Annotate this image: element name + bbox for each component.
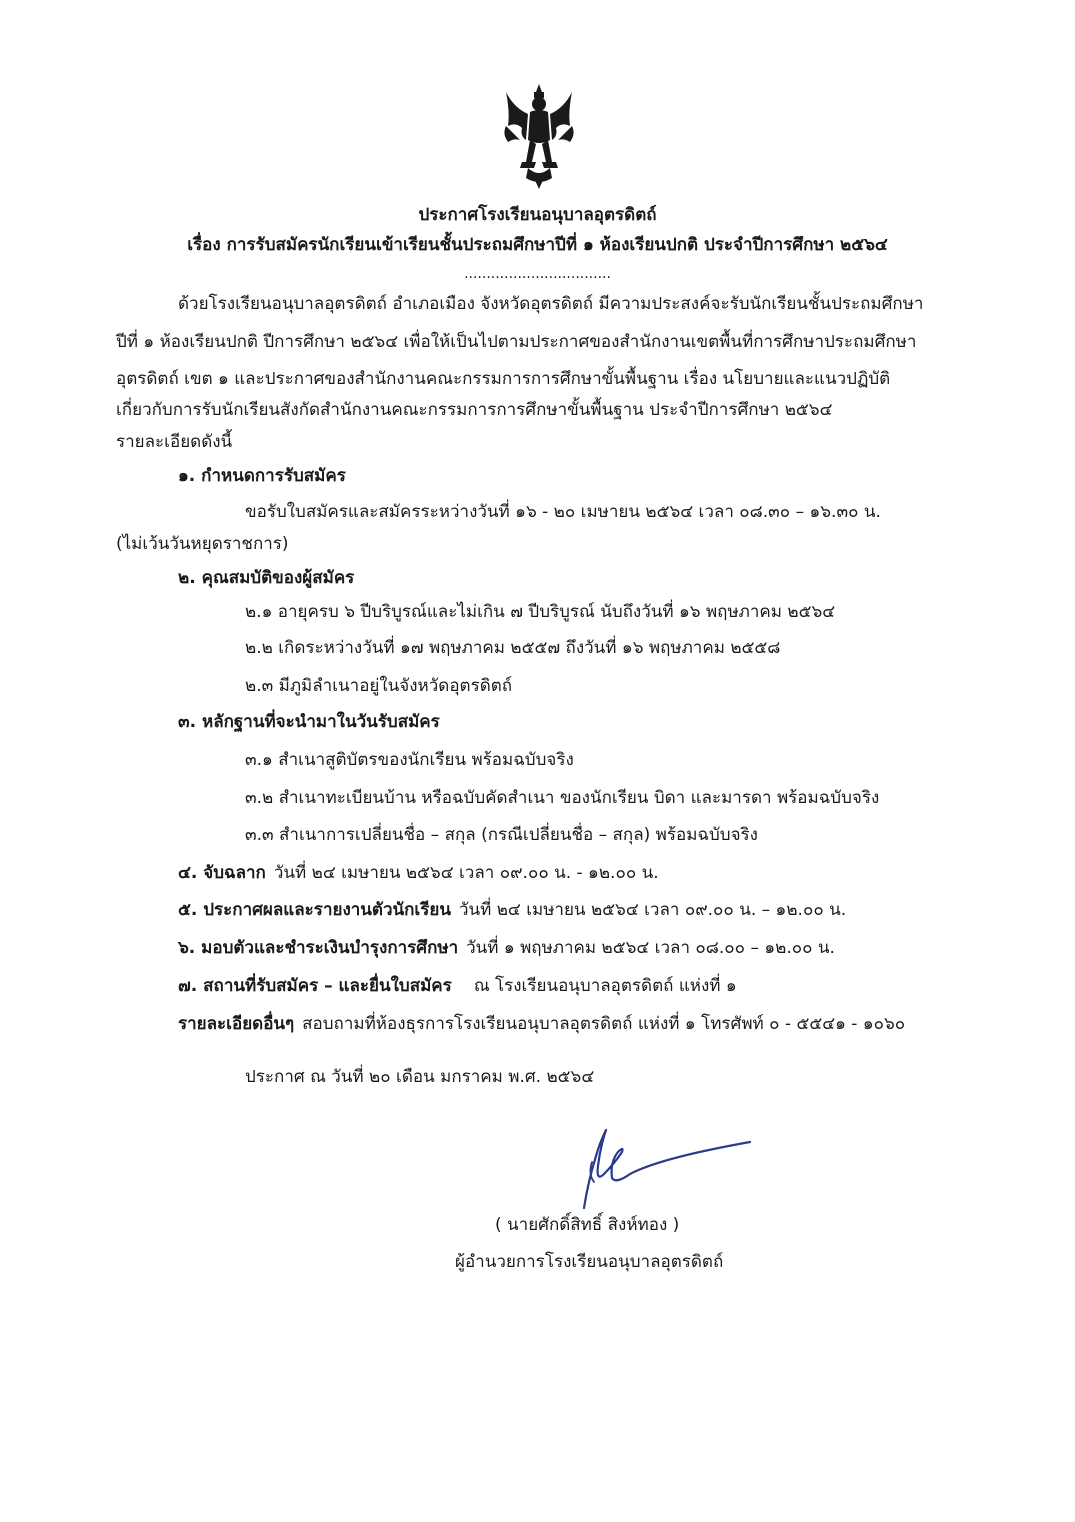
section-5-row	[178, 898, 846, 922]
signature-image	[570, 1122, 755, 1212]
intro-line-4: เกี่ยวกับการรับนักเรียนสังกัดสำนักงานคณะกรรมการการศึกษาขั้นพื้นฐาน ประจำปีการศึกษา ๒๕๖๔	[116, 400, 833, 420]
section-5-text: วันที่ ๒๔ เมษายน ๒๕๖๔ เวลา ๐๙.๐๐ น. – ๑๒.๐๐ น.	[458, 900, 847, 920]
section-2-item: ๒.๑ อายุครบ ๖ ปีบริบูรณ์และไม่เกิน ๗ ปีบริบูรณ์ นับถึงวันที่ ๑๖ พฤษภาคม ๒๕๖๔	[245, 602, 836, 622]
section-4-text: วันที่ ๒๔ เมษายน ๒๕๖๔ เวลา ๐๙.๐๐ น. - ๑๒.๐๐ น.	[273, 863, 659, 883]
section-4-row	[178, 861, 659, 885]
document-title: ประกาศโรงเรียนอนุบาลอุตรดิตถ์	[418, 205, 657, 225]
document-subject: เรื่อง การรับสมัครนักเรียนเข้าเรียนชั้นประถมศึกษาปีที่ ๑ ห้องเรียนปกติ ประจำปีการศึกษา ๒๕๖๔	[187, 235, 888, 255]
section-1-line-2: (ไม่เว้นวันหยุดราชการ)	[116, 534, 289, 554]
section-3-item: ๓.๑ สำเนาสูติบัตรของนักเรียน พร้อมฉบับจริง	[245, 750, 574, 770]
section-3-item: ๓.๒ สำเนาทะเบียนบ้าน หรือฉบับคัดสำเนา ของนักเรียน บิดา และมารดา พร้อมฉบับจริง	[245, 788, 880, 808]
other-details-label: รายละเอียดอื่นๆ	[178, 1014, 295, 1034]
intro-line-3: อุตรดิตถ์ เขต ๑ และประกาศของสำนักงานคณะกรรมการการศึกษาขั้นพื้นฐาน เรื่อง นโยบายและแนวปฏิบัติ	[116, 369, 891, 389]
section-3-item: ๓.๓ สำเนาการเปลี่ยนชื่อ – สกุล (กรณีเปลี่ยนชื่อ – สกุล) พร้อมฉบับจริง	[245, 825, 758, 845]
garuda-emblem-icon	[500, 82, 578, 190]
intro-line-2: ปีที่ ๑ ห้องเรียนปกติ ปีการศึกษา ๒๕๖๔ เพื่อให้เป็นไปตามประกาศของสำนักงานเขตพื้นที่การศึกษาประถมศึกษา	[116, 332, 917, 352]
section-2-heading: ๒. คุณสมบัติของผู้สมัคร	[178, 568, 355, 588]
other-details-row	[178, 1012, 905, 1036]
announcement-date: ประกาศ ณ วันที่ ๒๐ เดือน มกราคม พ.ศ. ๒๕๖๔	[245, 1067, 595, 1087]
section-3-heading: ๓. หลักฐานที่จะนำมาในวันรับสมัคร	[178, 712, 440, 732]
section-6-text: วันที่ ๑ พฤษภาคม ๒๕๖๔ เวลา ๐๘.๐๐ – ๑๒.๐๐ น.	[466, 938, 835, 958]
section-7-text: ณ โรงเรียนอนุบาลอุตรดิตถ์ แห่งที่ ๑	[473, 976, 737, 996]
section-4-label: ๔. จับฉลาก	[178, 863, 266, 883]
other-details-text: สอบถามที่ห้องธุรการโรงเรียนอนุบาลอุตรดิตถ์ แห่งที่ ๑ โทรศัพท์ ๐ - ๕๕๔๑ - ๑๐๖๐	[302, 1014, 906, 1034]
section-7-label: ๗. สถานที่รับสมัคร – และยื่นใบสมัคร	[178, 976, 452, 996]
section-6-label: ๖. มอบตัวและชำระเงินบำรุงการศึกษา	[178, 938, 459, 958]
signer-position: ผู้อำนวยการโรงเรียนอนุบาลอุตรดิตถ์	[455, 1252, 724, 1272]
section-1-line-1: ขอรับใบสมัครและสมัครระหว่างวันที่ ๑๖ - ๒๐ เมษายน ๒๕๖๔ เวลา ๐๘.๓๐ – ๑๖.๓๐ น.	[245, 502, 881, 522]
dotted-divider: .................................	[464, 266, 611, 282]
section-6-row	[178, 936, 835, 960]
intro-line-1: ด้วยโรงเรียนอนุบาลอุตรดิตถ์ อำเภอเมือง จังหวัดอุตรดิตถ์ มีความประสงค์จะรับนักเรียนชั้นประถมศึกษา	[178, 294, 924, 314]
section-1-heading: ๑. กำหนดการรับสมัคร	[178, 466, 346, 486]
section-2-item: ๒.๒ เกิดระหว่างวันที่ ๑๗ พฤษภาคม ๒๕๕๗ ถึงวันที่ ๑๖ พฤษภาคม ๒๕๕๘	[245, 638, 781, 658]
intro-line-5: รายละเอียดดังนี้	[116, 432, 233, 452]
signer-name: ( นายศักดิ์สิทธิ์ สิงห์ทอง )	[495, 1215, 680, 1235]
section-2-item: ๒.๓ มีภูมิลำเนาอยู่ในจังหวัดอุตรดิตถ์	[245, 676, 513, 696]
section-7-row	[178, 974, 737, 998]
section-5-label: ๕. ประกาศผลและรายงานตัวนักเรียน	[178, 900, 451, 920]
